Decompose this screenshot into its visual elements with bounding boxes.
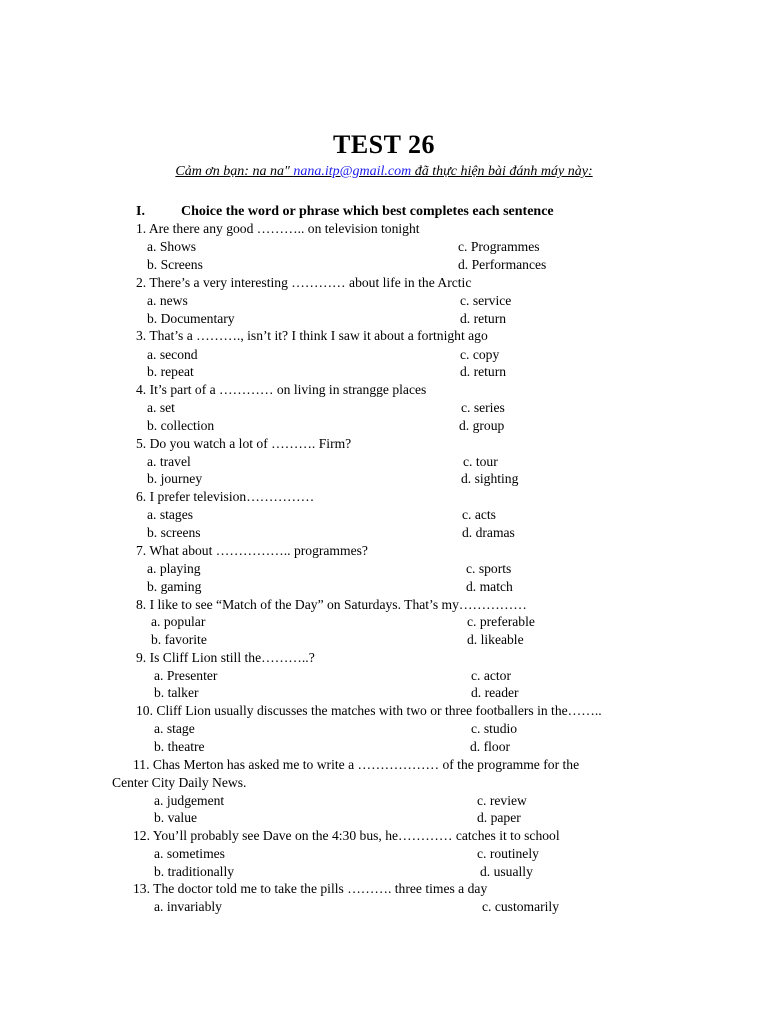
option-d: d. floor (470, 739, 511, 754)
option-a: a. playing (147, 561, 201, 576)
option-b: b. journey (147, 471, 203, 486)
option-c: c. customarily (482, 899, 560, 914)
option-a: a. second (147, 347, 198, 362)
question-text-continued: Center City Daily News. (112, 775, 247, 790)
question-text: 10. Cliff Lion usually discusses the matches with two or three footballers in the…….. (136, 703, 602, 718)
option-d: d. sighting (461, 471, 519, 486)
option-d: d. reader (471, 685, 519, 700)
credit-email-link[interactable]: nana.itp@gmail.com (293, 164, 412, 179)
option-a: a. Shows (147, 239, 197, 254)
question-text: 11. Chas Merton has asked me to write a ……………… of the programme for the (133, 757, 580, 772)
option-a: a. sometimes (154, 846, 225, 861)
option-b: b. value (154, 810, 198, 825)
option-c: c. routinely (477, 846, 539, 861)
question-text: 4. It’s part of a ………… on living in strangge places (136, 382, 427, 397)
option-c: c. preferable (467, 614, 535, 629)
option-c: c. series (461, 400, 505, 415)
option-d: d. likeable (467, 632, 524, 647)
option-d: d. return (460, 364, 507, 379)
option-b: b. gaming (147, 579, 202, 594)
option-b: b. talker (154, 685, 199, 700)
option-c: c. service (460, 293, 512, 308)
option-a: a. set (147, 400, 175, 415)
option-c: c. sports (466, 561, 512, 576)
option-c: c. studio (471, 721, 518, 736)
option-c: c. review (477, 793, 527, 808)
question-text: 9. Is Cliff Lion still the………..? (136, 650, 315, 665)
option-d: d. dramas (462, 525, 515, 540)
option-a: a. popular (151, 614, 206, 629)
option-b: b. traditionally (154, 864, 235, 879)
option-c: c. tour (463, 454, 498, 469)
section-instruction: Choice the word or phrase which best completes each sentence (181, 204, 554, 219)
section-number: I. (136, 204, 145, 219)
option-b: b. theatre (154, 739, 205, 754)
option-c: c. Programmes (458, 239, 540, 254)
option-a: a. judgement (154, 793, 225, 808)
option-d: d. paper (477, 810, 521, 825)
option-d: d. group (459, 418, 505, 433)
option-d: d. Performances (458, 257, 547, 272)
test-title: TEST 26 (332, 130, 435, 159)
option-b: b. Documentary (147, 311, 235, 326)
option-a: a. stage (154, 721, 195, 736)
option-a: a. travel (147, 454, 191, 469)
option-b: b. repeat (147, 364, 194, 379)
question-text: 1. Are there any good ……….. on television tonight (136, 221, 420, 236)
question-text: 8. I like to see “Match of the Day” on Saturdays. That’s my…………… (136, 597, 527, 612)
question-text: 6. I prefer television…………… (136, 489, 315, 504)
option-a: a. news (147, 293, 188, 308)
option-b: b. favorite (151, 632, 207, 647)
credit-suffix: đã thực hiện bài đánh máy này: (411, 164, 593, 179)
option-d: d. return (460, 311, 507, 326)
option-c: c. copy (460, 347, 500, 362)
question-text: 7. What about …………….. programmes? (136, 543, 368, 558)
question-text: 5. Do you watch a lot of ………. Firm? (136, 436, 352, 451)
option-a: a. Presenter (154, 668, 218, 683)
option-b: b. screens (147, 525, 201, 540)
credit-prefix: Cảm ơn bạn: na na" (175, 164, 294, 179)
question-text: 12. You’ll probably see Dave on the 4:30 bus, he………… catches it to school (133, 828, 560, 843)
option-d: d. match (466, 579, 513, 594)
option-c: c. acts (462, 507, 496, 522)
option-c: c. actor (471, 668, 511, 683)
option-d: d. usually (480, 864, 533, 879)
option-a: a. stages (147, 507, 194, 522)
option-b: b. collection (147, 418, 215, 433)
section-heading (136, 204, 554, 220)
credit-line (0, 164, 768, 180)
question-text: 2. There’s a very interesting ………… about life in the Arctic (136, 275, 472, 290)
option-a: a. invariably (154, 899, 222, 914)
question-text: 13. The doctor told me to take the pills ………. three times a day (133, 881, 488, 896)
question-text: 3. That’s a ………., isn’t it? I think I saw it about a fortnight ago (136, 328, 488, 343)
option-b: b. Screens (147, 257, 203, 272)
